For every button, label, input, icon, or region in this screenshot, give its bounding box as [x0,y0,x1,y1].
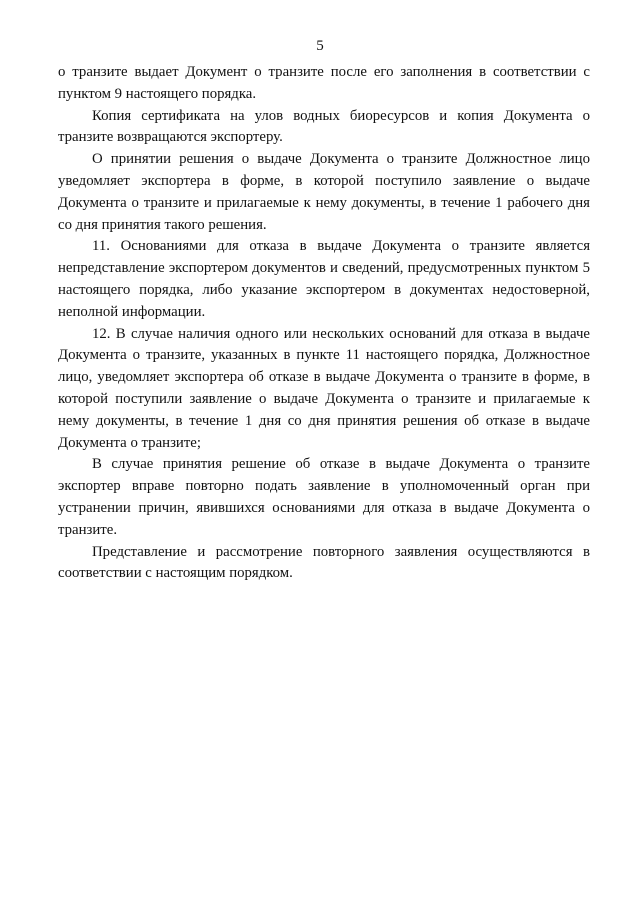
paragraph-continuation: о транзите выдает Документ о транзите после его заполнения в соответствии с пунктом 9 настоящего порядка. [58,64,590,102]
paragraph-item-11: 11. Основаниями для отказа в выдаче Документа о транзите является непредставление экспортером документов и сведений, предусмотренных пунктом 5 настоящего порядка, либо указание экспортером в документах недостоверной, неполной информации. [58,238,590,320]
paragraph-repeat-review: Представление и рассмотрение повторного заявления осуществляются в соответствии с настоящим порядком. [58,543,590,582]
paragraph-certificate-copy: Копия сертификата на улов водных биоресурсов и копия Документа о транзите возвращаются экспортеру. [58,107,590,146]
document-body [58,62,590,585]
paragraph-decision-notice: О принятии решения о выдаче Документа о транзите Должностное лицо уведомляет экспортера в форме, в которой поступило заявление о выдаче Документа о транзите и прилагаемые к нему документы, в течение 1 рабочего дня со дня принятия такого решения. [58,151,590,233]
paragraph-item-12: 12. В случае наличия одного или нескольких оснований для отказа в выдаче Документа о транзите, указанных в пункте 11 настоящего порядка, Должностное лицо, уведомляет экспортера об отказе в выдаче Документа о транзите в форме, в которой поступили заявление о выдаче Документа о транзите и прилагаемые к нему документы, в течение 1 дня со дня принятия решения об отказе в выдаче Документа о транзите; [58,325,590,451]
paragraph-resubmission: В случае принятия решение об отказе в выдаче Документа о транзите экспортер вправе повторно подать заявление в уполномоченный орган при устранении причин, явившихся основаниями для отказа в выдаче Документа о транзите. [58,456,590,538]
page-number: 5 [316,38,324,54]
